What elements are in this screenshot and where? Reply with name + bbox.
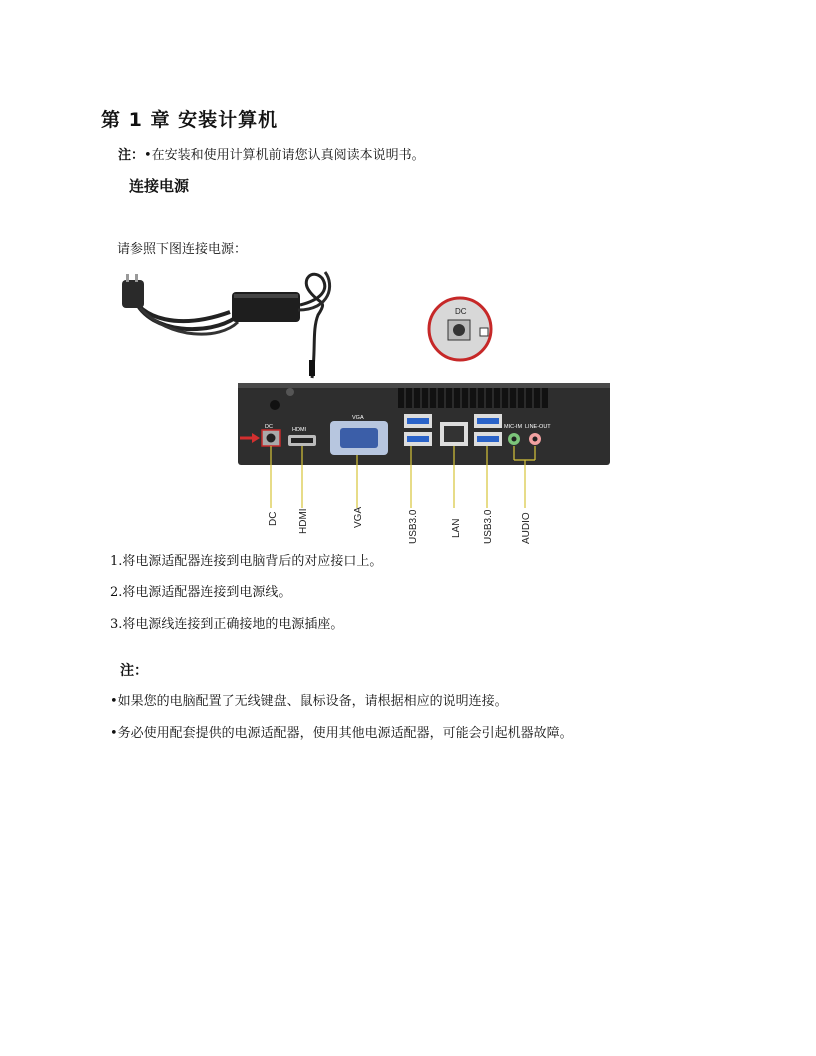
- callout-vga: VGA: [353, 506, 364, 528]
- panel-lineout-label: LINE-OUT: [525, 424, 551, 430]
- section-title: 连接电源: [129, 177, 190, 195]
- intro-text: 请参照下图连接电源：: [117, 242, 248, 257]
- callout-usb-right: USB3.0: [483, 509, 494, 544]
- panel-vga-label: VGA: [352, 415, 364, 421]
- zoom-dc-label: DC: [455, 307, 467, 316]
- power-adapter-illustration: [122, 272, 330, 378]
- callout-audio: AUDIO: [521, 512, 532, 544]
- chapter-title: 第 1 章 安装计算机: [101, 109, 279, 131]
- note-item: •务必使用配套提供的电源适配器，使用其他电源适配器，可能会引起机器故障。: [110, 726, 573, 741]
- panel-dc-label: DC: [265, 424, 273, 430]
- note2-label: 注：: [120, 663, 148, 679]
- callout-usb-left: USB3.0: [408, 509, 419, 544]
- rear-panel-illustration: [238, 383, 610, 465]
- note-text: •在安装和使用计算机前请您认真阅读本说明书。: [144, 148, 425, 163]
- step-item: 1.将电源适配器连接到电脑背后的对应接口上。: [110, 554, 383, 569]
- panel-hdmi-label: HDMI: [292, 427, 307, 433]
- callout-dc: DC: [268, 511, 279, 526]
- panel-mic-label: MIC-IM: [504, 424, 523, 430]
- step-item: 2.将电源适配器连接到电源线。: [110, 585, 292, 600]
- callout-lan: LAN: [451, 518, 462, 538]
- dc-zoom-illustration: [429, 298, 491, 360]
- callout-hdmi: HDMI: [298, 508, 309, 534]
- note-item: •如果您的电脑配置了无线键盘、鼠标设备，请根据相应的说明连接。: [110, 694, 508, 709]
- note-label: 注：: [118, 148, 145, 163]
- step-item: 3.将电源线连接到正确接地的电源插座。: [110, 617, 344, 632]
